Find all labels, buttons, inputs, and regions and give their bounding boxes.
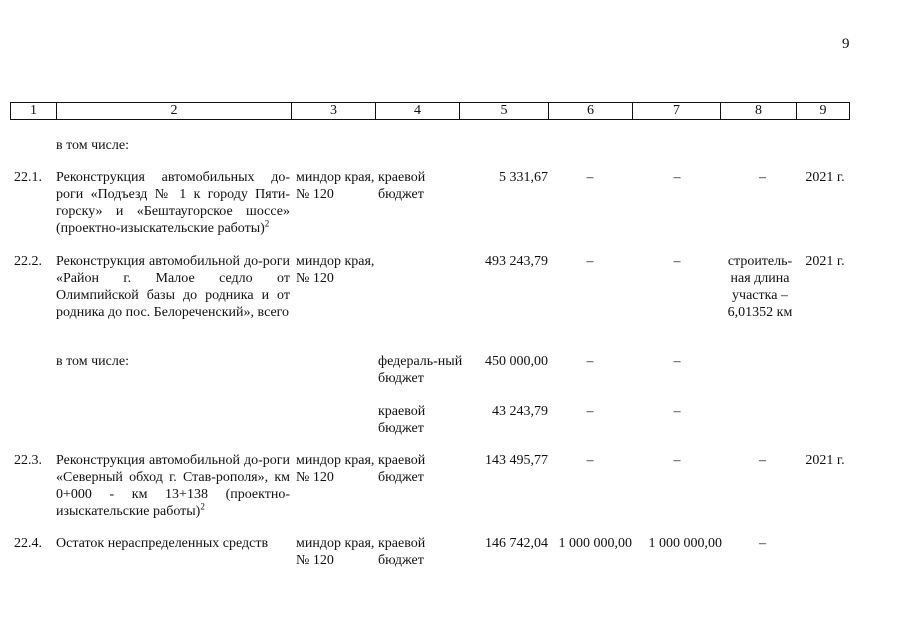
row-1-col7: –: [673, 170, 681, 185]
row-4-col6: –: [586, 404, 594, 419]
header-col-7: 7: [633, 103, 721, 119]
row-1-resp: миндор края, № 120: [296, 170, 375, 202]
row-6-col6: 1 000 000,00: [558, 536, 632, 551]
row-5-resp: миндор края, № 120: [296, 453, 375, 485]
row-1-col6: –: [586, 170, 594, 185]
header-col-5: 5: [460, 103, 549, 119]
row-3-col6: –: [586, 354, 594, 369]
header-col-3: 3: [292, 103, 376, 119]
row-5-name-text: Реконструкция автомобильной до-роги «Северный обход г. Став-рополя», км 0+000 - км 13+138 (проектно-изыскательские работы): [56, 453, 290, 519]
header-col-9: 9: [819, 103, 827, 118]
row-2-col8: строитель-ная длина участка – 6,01352 км: [727, 254, 793, 320]
row-1-col9: 2021 г.: [805, 170, 845, 185]
row-5-col9: 2021 г.: [805, 453, 845, 468]
row-3-src: федераль-ный бюджет: [378, 354, 463, 386]
row-1-col8: –: [759, 170, 766, 185]
row-0-name: в том числе:: [56, 138, 129, 153]
row-5-src: краевой бюджет: [378, 453, 426, 485]
header-col-1: 1: [11, 103, 57, 119]
row-2-num: 22.2.: [14, 254, 42, 269]
row-1-footnote: 2: [264, 218, 270, 229]
row-6-name: Остаток нераспределенных средств: [56, 536, 269, 551]
row-1-num: 22.1.: [14, 170, 42, 185]
row-6-col8: –: [759, 536, 766, 551]
row-2-col6: –: [586, 254, 594, 269]
row-6-col7: 1 000 000,00: [648, 536, 722, 551]
row-5-col7: –: [673, 453, 681, 468]
row-5-name: [56, 452, 290, 520]
row-1-src: краевой бюджет: [378, 170, 426, 202]
header-col-4: 4: [376, 103, 460, 119]
page-number: 9: [842, 36, 850, 52]
row-2-name: Реконструкция автомобильной до-роги «Район г. Малое седло от Олимпийской базы до родника и от родника до пос. Белореченский», всего: [56, 254, 290, 320]
row-4-col7: –: [673, 404, 681, 419]
row-5-col6: –: [586, 453, 594, 468]
row-6-resp: миндор края, № 120: [296, 536, 375, 568]
row-6-src: краевой бюджет: [378, 536, 426, 568]
row-4-col5: 43 243,79: [492, 404, 548, 419]
row-5-col5: 143 495,77: [485, 453, 548, 468]
row-5-num: 22.3.: [14, 453, 42, 468]
row-2-col9: 2021 г.: [805, 254, 845, 269]
table-header-row: [10, 102, 850, 120]
row-2-col7: –: [673, 254, 681, 269]
row-3-name: в том числе:: [56, 354, 129, 369]
row-3-col7: –: [673, 354, 681, 369]
row-6-col5: 146 742,04: [485, 536, 548, 551]
row-1-col5: 5 331,67: [499, 170, 548, 185]
row-3-col5: 450 000,00: [485, 354, 548, 369]
row-5-footnote: 2: [200, 501, 205, 512]
row-4-src: краевой бюджет: [378, 404, 426, 436]
header-col-8: 8: [721, 103, 797, 119]
row-1-name-text: Реконструкция автомобильных до-роги «Подъезд № 1 к городу Пяти-горску» и «Бештаугорское шоссе» (проектно-изыскательские работы): [56, 170, 290, 236]
row-5-col8: –: [759, 453, 766, 468]
row-2-col5: 493 243,79: [485, 254, 548, 269]
row-2-resp: миндор края, № 120: [296, 254, 375, 286]
row-6-num: 22.4.: [14, 536, 42, 551]
header-col-6: 6: [549, 103, 633, 119]
header-col-2: 2: [57, 103, 292, 119]
row-1-name: [56, 169, 290, 237]
